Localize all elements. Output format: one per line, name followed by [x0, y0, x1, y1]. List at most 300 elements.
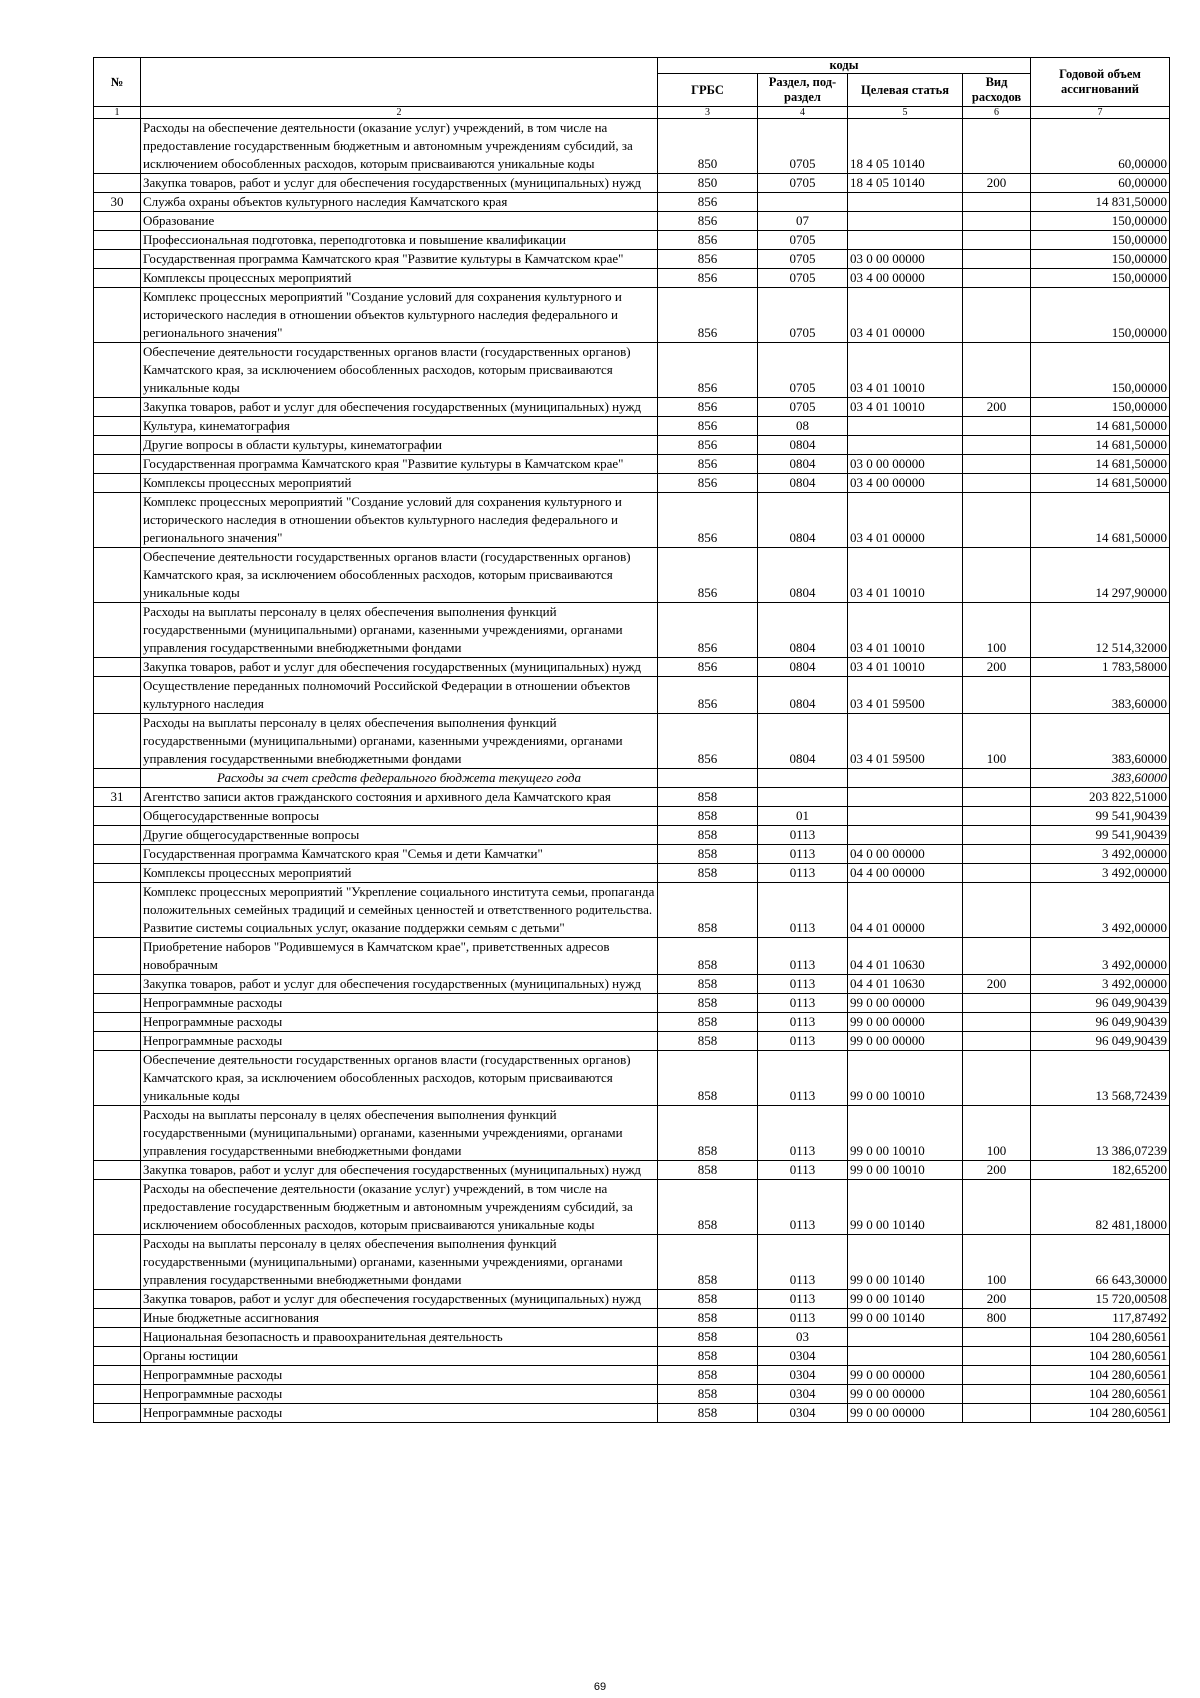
row-amount: 13 568,72439	[1031, 1051, 1170, 1106]
row-celevaya: 03 4 01 00000	[848, 493, 963, 548]
row-razdel: 0113	[758, 1235, 848, 1290]
table-row	[94, 231, 1170, 250]
row-number	[94, 250, 141, 269]
row-name: Комплексы процессных мероприятий	[141, 864, 658, 883]
row-razdel: 0113	[758, 845, 848, 864]
row-razdel: 0113	[758, 1032, 848, 1051]
table-row	[94, 1347, 1170, 1366]
row-vid	[963, 212, 1031, 231]
row-grbs: 856	[658, 250, 758, 269]
row-name: Агентство записи актов гражданского состояния и архивного дела Камчатского края	[141, 788, 658, 807]
row-vid	[963, 883, 1031, 938]
row-grbs: 858	[658, 864, 758, 883]
table-row	[94, 938, 1170, 975]
row-amount: 14 681,50000	[1031, 474, 1170, 493]
row-razdel: 0705	[758, 343, 848, 398]
table-row	[94, 714, 1170, 769]
row-celevaya	[848, 769, 963, 788]
row-number	[94, 603, 141, 658]
row-number	[94, 1328, 141, 1347]
row-grbs: 856	[658, 269, 758, 288]
row-name: Обеспечение деятельности государственных органов власти (государственных органов) Камчатского края, за исключением обособленных расходов, которым присваиваются уникальные коды	[141, 343, 658, 398]
row-amount: 96 049,90439	[1031, 994, 1170, 1013]
col-number: 1	[94, 107, 141, 119]
table-row	[94, 1106, 1170, 1161]
row-razdel: 0304	[758, 1385, 848, 1404]
row-number	[94, 1161, 141, 1180]
row-celevaya: 99 0 00 10140	[848, 1235, 963, 1290]
row-celevaya	[848, 436, 963, 455]
row-celevaya: 99 0 00 00000	[848, 1032, 963, 1051]
row-grbs: 858	[658, 1032, 758, 1051]
row-amount: 150,00000	[1031, 231, 1170, 250]
row-name: Обеспечение деятельности государственных органов власти (государственных органов) Камчатского края, за исключением обособленных расходов, которым присваиваются уникальные коды	[141, 1051, 658, 1106]
row-razdel: 0113	[758, 1161, 848, 1180]
row-razdel: 0804	[758, 436, 848, 455]
row-number	[94, 212, 141, 231]
row-name: Закупка товаров, работ и услуг для обеспечения государственных (муниципальных) нужд	[141, 1161, 658, 1180]
table-row	[94, 1180, 1170, 1235]
row-name: Расходы за счет средств федерального бюджета текущего года	[141, 769, 658, 788]
row-name: Органы юстиции	[141, 1347, 658, 1366]
row-celevaya	[848, 788, 963, 807]
row-celevaya: 99 0 00 00000	[848, 1385, 963, 1404]
row-celevaya: 03 4 01 10010	[848, 548, 963, 603]
row-amount: 150,00000	[1031, 398, 1170, 417]
row-vid	[963, 1032, 1031, 1051]
row-amount: 13 386,07239	[1031, 1106, 1170, 1161]
table-row	[94, 212, 1170, 231]
row-number	[94, 1385, 141, 1404]
header-celevaya: Целевая статья	[848, 74, 963, 107]
row-name: Закупка товаров, работ и услуг для обеспечения государственных (муниципальных) нужд	[141, 398, 658, 417]
row-razdel: 0705	[758, 119, 848, 174]
row-amount: 96 049,90439	[1031, 1032, 1170, 1051]
row-celevaya: 99 0 00 10010	[848, 1161, 963, 1180]
row-celevaya: 99 0 00 00000	[848, 1013, 963, 1032]
row-name: Иные бюджетные ассигнования	[141, 1309, 658, 1328]
row-razdel: 0304	[758, 1347, 848, 1366]
row-celevaya: 03 4 01 59500	[848, 677, 963, 714]
row-name: Непрограммные расходы	[141, 1404, 658, 1423]
row-vid	[963, 1385, 1031, 1404]
row-grbs: 858	[658, 1180, 758, 1235]
row-grbs: 858	[658, 807, 758, 826]
row-amount: 96 049,90439	[1031, 1013, 1170, 1032]
row-grbs: 856	[658, 398, 758, 417]
row-vid	[963, 1404, 1031, 1423]
table-body	[94, 119, 1170, 1423]
row-grbs: 858	[658, 1328, 758, 1347]
row-name: Закупка товаров, работ и услуг для обеспечения государственных (муниципальных) нужд	[141, 1290, 658, 1309]
row-grbs: 858	[658, 1161, 758, 1180]
row-razdel: 0804	[758, 677, 848, 714]
row-number: 30	[94, 193, 141, 212]
table-row	[94, 883, 1170, 938]
row-vid	[963, 493, 1031, 548]
row-celevaya: 04 4 00 00000	[848, 864, 963, 883]
budget-table	[93, 57, 1170, 1423]
row-celevaya	[848, 1347, 963, 1366]
row-razdel	[758, 769, 848, 788]
row-name: Образование	[141, 212, 658, 231]
row-celevaya	[848, 807, 963, 826]
row-celevaya: 03 4 01 10010	[848, 603, 963, 658]
row-vid	[963, 231, 1031, 250]
row-amount: 104 280,60561	[1031, 1385, 1170, 1404]
row-celevaya: 99 0 00 10010	[848, 1106, 963, 1161]
row-number	[94, 826, 141, 845]
row-number	[94, 417, 141, 436]
row-grbs: 858	[658, 1385, 758, 1404]
table-row	[94, 119, 1170, 174]
row-razdel: 0304	[758, 1404, 848, 1423]
row-amount: 99 541,90439	[1031, 826, 1170, 845]
row-grbs	[658, 769, 758, 788]
row-celevaya: 03 4 00 00000	[848, 474, 963, 493]
table-row	[94, 864, 1170, 883]
header-grbs: ГРБС	[658, 74, 758, 107]
header-name	[141, 58, 658, 107]
row-vid	[963, 677, 1031, 714]
row-celevaya	[848, 193, 963, 212]
row-grbs: 856	[658, 417, 758, 436]
row-name: Обеспечение деятельности государственных органов власти (государственных органов) Камчатского края, за исключением обособленных расходов, которым присваиваются уникальные коды	[141, 548, 658, 603]
row-name: Расходы на выплаты персоналу в целях обеспечения выполнения функций государственными (муниципальными) органами, казенными учреждениями, органами управления государственными внебюджетными фондами	[141, 1106, 658, 1161]
row-amount: 383,60000	[1031, 769, 1170, 788]
row-grbs: 856	[658, 677, 758, 714]
row-amount: 150,00000	[1031, 212, 1170, 231]
row-vid	[963, 1180, 1031, 1235]
row-name: Расходы на выплаты персоналу в целях обеспечения выполнения функций государственными (муниципальными) органами, казенными учреждениями, органами управления государственными внебюджетными фондами	[141, 714, 658, 769]
row-name: Непрограммные расходы	[141, 1032, 658, 1051]
row-razdel: 0804	[758, 474, 848, 493]
table-row	[94, 250, 1170, 269]
row-name: Комплексы процессных мероприятий	[141, 269, 658, 288]
row-amount: 3 492,00000	[1031, 938, 1170, 975]
row-celevaya: 03 4 01 10010	[848, 398, 963, 417]
row-grbs: 856	[658, 474, 758, 493]
row-grbs: 858	[658, 826, 758, 845]
row-name: Государственная программа Камчатского края "Развитие культуры в Камчатском крае"	[141, 250, 658, 269]
table-row	[94, 288, 1170, 343]
row-number	[94, 1309, 141, 1328]
table-row	[94, 269, 1170, 288]
row-number	[94, 1106, 141, 1161]
row-vid	[963, 807, 1031, 826]
row-razdel: 0804	[758, 714, 848, 769]
row-razdel: 0113	[758, 975, 848, 994]
table-row	[94, 1404, 1170, 1423]
table-row	[94, 1328, 1170, 1347]
row-grbs: 856	[658, 436, 758, 455]
row-number	[94, 1404, 141, 1423]
row-razdel: 0705	[758, 398, 848, 417]
row-name: Расходы на выплаты персоналу в целях обеспечения выполнения функций государственными (муниципальными) органами, казенными учреждениями, органами управления государственными внебюджетными фондами	[141, 603, 658, 658]
row-number	[94, 1290, 141, 1309]
row-vid: 200	[963, 658, 1031, 677]
row-grbs: 856	[658, 493, 758, 548]
row-vid	[963, 1051, 1031, 1106]
row-amount: 15 720,00508	[1031, 1290, 1170, 1309]
row-grbs: 858	[658, 1366, 758, 1385]
row-number	[94, 864, 141, 883]
row-vid	[963, 938, 1031, 975]
row-celevaya: 04 4 01 10630	[848, 938, 963, 975]
row-amount: 117,87492	[1031, 1309, 1170, 1328]
col-number: 6	[963, 107, 1031, 119]
row-razdel: 0705	[758, 174, 848, 193]
row-number: 31	[94, 788, 141, 807]
row-amount: 150,00000	[1031, 250, 1170, 269]
row-number	[94, 1235, 141, 1290]
row-vid	[963, 474, 1031, 493]
row-vid	[963, 826, 1031, 845]
row-celevaya: 18 4 05 10140	[848, 119, 963, 174]
row-number	[94, 975, 141, 994]
row-amount: 150,00000	[1031, 269, 1170, 288]
row-razdel: 0113	[758, 1180, 848, 1235]
row-vid: 200	[963, 975, 1031, 994]
col-number: 4	[758, 107, 848, 119]
row-grbs: 858	[658, 1051, 758, 1106]
row-name: Непрограммные расходы	[141, 1385, 658, 1404]
table-row	[94, 826, 1170, 845]
table-row	[94, 769, 1170, 788]
row-celevaya: 03 4 00 00000	[848, 269, 963, 288]
table-row	[94, 975, 1170, 994]
row-number	[94, 845, 141, 864]
table-row	[94, 807, 1170, 826]
row-amount: 14 681,50000	[1031, 417, 1170, 436]
table-row	[94, 994, 1170, 1013]
row-vid	[963, 1366, 1031, 1385]
row-grbs: 856	[658, 343, 758, 398]
row-celevaya	[848, 231, 963, 250]
table-row	[94, 193, 1170, 212]
row-amount: 104 280,60561	[1031, 1404, 1170, 1423]
row-vid	[963, 845, 1031, 864]
row-grbs: 856	[658, 288, 758, 343]
row-vid: 800	[963, 1309, 1031, 1328]
header-codes: коды	[658, 58, 1031, 74]
row-razdel: 0113	[758, 1309, 848, 1328]
col-number: 7	[1031, 107, 1170, 119]
table-row	[94, 474, 1170, 493]
row-razdel: 0113	[758, 1290, 848, 1309]
row-vid	[963, 269, 1031, 288]
row-grbs: 858	[658, 938, 758, 975]
row-razdel: 0804	[758, 455, 848, 474]
row-celevaya: 03 4 01 00000	[848, 288, 963, 343]
row-razdel: 0705	[758, 250, 848, 269]
row-number	[94, 994, 141, 1013]
row-razdel: 0804	[758, 548, 848, 603]
row-number	[94, 938, 141, 975]
row-grbs: 850	[658, 119, 758, 174]
row-grbs: 858	[658, 788, 758, 807]
table-row	[94, 1032, 1170, 1051]
row-vid	[963, 119, 1031, 174]
row-vid	[963, 1328, 1031, 1347]
row-vid	[963, 343, 1031, 398]
row-name: Закупка товаров, работ и услуг для обеспечения государственных (муниципальных) нужд	[141, 174, 658, 193]
row-razdel: 0705	[758, 269, 848, 288]
row-name: Культура, кинематография	[141, 417, 658, 436]
row-amount: 104 280,60561	[1031, 1328, 1170, 1347]
row-celevaya: 99 0 00 10140	[848, 1290, 963, 1309]
row-amount: 3 492,00000	[1031, 883, 1170, 938]
row-celevaya	[848, 1328, 963, 1347]
row-razdel: 0113	[758, 1106, 848, 1161]
row-number	[94, 1051, 141, 1106]
row-vid	[963, 455, 1031, 474]
row-vid	[963, 788, 1031, 807]
row-celevaya: 99 0 00 10140	[848, 1180, 963, 1235]
row-grbs: 858	[658, 1013, 758, 1032]
row-amount: 383,60000	[1031, 714, 1170, 769]
row-vid: 100	[963, 1106, 1031, 1161]
row-number	[94, 269, 141, 288]
row-amount: 99 541,90439	[1031, 807, 1170, 826]
row-celevaya: 03 0 00 00000	[848, 455, 963, 474]
row-grbs: 858	[658, 994, 758, 1013]
row-grbs: 856	[658, 714, 758, 769]
row-razdel: 0113	[758, 864, 848, 883]
row-amount: 14 831,50000	[1031, 193, 1170, 212]
row-vid	[963, 864, 1031, 883]
row-name: Государственная программа Камчатского края "Семья и дети Камчатки"	[141, 845, 658, 864]
row-vid: 200	[963, 174, 1031, 193]
row-razdel: 0804	[758, 603, 848, 658]
row-razdel: 0113	[758, 938, 848, 975]
row-name: Расходы на обеспечение деятельности (оказание услуг) учреждений, в том числе на предоставление государственным бюджетным и автономным учреждениям субсидий, за исключением обособленных расходов, которым присваиваются уникальные коды	[141, 119, 658, 174]
table-row	[94, 1235, 1170, 1290]
row-number	[94, 807, 141, 826]
row-razdel: 03	[758, 1328, 848, 1347]
row-grbs: 858	[658, 845, 758, 864]
table-row	[94, 845, 1170, 864]
table-row	[94, 436, 1170, 455]
row-number	[94, 1180, 141, 1235]
row-grbs: 858	[658, 1347, 758, 1366]
row-grbs: 858	[658, 883, 758, 938]
table-row	[94, 677, 1170, 714]
row-name: Осуществление переданных полномочий Российской Федерации в отношении объектов культурного наследия	[141, 677, 658, 714]
row-celevaya: 99 0 00 10140	[848, 1309, 963, 1328]
row-name: Непрограммные расходы	[141, 1366, 658, 1385]
row-amount: 14 681,50000	[1031, 436, 1170, 455]
row-celevaya	[848, 212, 963, 231]
row-name: Служба охраны объектов культурного наследия Камчатского края	[141, 193, 658, 212]
row-name: Закупка товаров, работ и услуг для обеспечения государственных (муниципальных) нужд	[141, 975, 658, 994]
row-name: Другие вопросы в области культуры, кинематографии	[141, 436, 658, 455]
row-number	[94, 677, 141, 714]
row-vid	[963, 436, 1031, 455]
row-number	[94, 1013, 141, 1032]
row-vid: 100	[963, 1235, 1031, 1290]
row-amount: 14 681,50000	[1031, 493, 1170, 548]
row-amount: 3 492,00000	[1031, 864, 1170, 883]
row-grbs: 856	[658, 455, 758, 474]
row-razdel: 0113	[758, 1013, 848, 1032]
table-row	[94, 1161, 1170, 1180]
row-number	[94, 288, 141, 343]
row-celevaya: 03 4 01 59500	[848, 714, 963, 769]
row-grbs: 856	[658, 212, 758, 231]
row-number	[94, 343, 141, 398]
row-vid	[963, 769, 1031, 788]
table-row	[94, 788, 1170, 807]
row-razdel: 07	[758, 212, 848, 231]
row-celevaya: 04 0 00 00000	[848, 845, 963, 864]
row-celevaya: 04 4 01 10630	[848, 975, 963, 994]
row-vid	[963, 417, 1031, 436]
col-number: 5	[848, 107, 963, 119]
row-amount: 104 280,60561	[1031, 1347, 1170, 1366]
row-grbs: 858	[658, 1235, 758, 1290]
row-number	[94, 493, 141, 548]
row-grbs: 858	[658, 1309, 758, 1328]
row-celevaya	[848, 417, 963, 436]
row-vid	[963, 548, 1031, 603]
row-razdel: 0804	[758, 658, 848, 677]
row-razdel: 0113	[758, 1051, 848, 1106]
row-number	[94, 398, 141, 417]
table-row	[94, 417, 1170, 436]
row-name: Приобретение наборов "Родившемуся в Камчатском крае", приветственных адресов новобрачным	[141, 938, 658, 975]
row-number	[94, 1366, 141, 1385]
row-celevaya: 03 4 01 10010	[848, 343, 963, 398]
row-name: Непрограммные расходы	[141, 994, 658, 1013]
row-vid	[963, 250, 1031, 269]
row-celevaya	[848, 826, 963, 845]
row-razdel	[758, 193, 848, 212]
row-amount: 3 492,00000	[1031, 975, 1170, 994]
row-amount: 150,00000	[1031, 343, 1170, 398]
table-row	[94, 1290, 1170, 1309]
row-celevaya: 03 4 01 10010	[848, 658, 963, 677]
row-amount: 383,60000	[1031, 677, 1170, 714]
row-grbs: 858	[658, 1290, 758, 1309]
row-name: Непрограммные расходы	[141, 1013, 658, 1032]
row-razdel: 01	[758, 807, 848, 826]
row-name: Комплекс процессных мероприятий "Создание условий для сохранения культурного и исторического наследия в отношении объектов культурного наследия федерального и регионального значения"	[141, 288, 658, 343]
table-row	[94, 1051, 1170, 1106]
row-number	[94, 714, 141, 769]
header-number: №	[94, 58, 141, 107]
row-number	[94, 883, 141, 938]
table-row	[94, 603, 1170, 658]
col-number: 3	[658, 107, 758, 119]
row-number	[94, 548, 141, 603]
row-celevaya: 99 0 00 00000	[848, 994, 963, 1013]
table-row	[94, 658, 1170, 677]
row-celevaya: 99 0 00 00000	[848, 1366, 963, 1385]
row-grbs: 856	[658, 658, 758, 677]
row-amount: 14 297,90000	[1031, 548, 1170, 603]
row-number	[94, 769, 141, 788]
row-name: Закупка товаров, работ и услуг для обеспечения государственных (муниципальных) нужд	[141, 658, 658, 677]
row-number	[94, 119, 141, 174]
row-celevaya: 18 4 05 10140	[848, 174, 963, 193]
row-amount: 150,00000	[1031, 288, 1170, 343]
row-amount: 12 514,32000	[1031, 603, 1170, 658]
header-vid: Вид расходов	[963, 74, 1031, 107]
row-razdel: 0705	[758, 288, 848, 343]
row-grbs: 856	[658, 603, 758, 658]
row-vid	[963, 193, 1031, 212]
